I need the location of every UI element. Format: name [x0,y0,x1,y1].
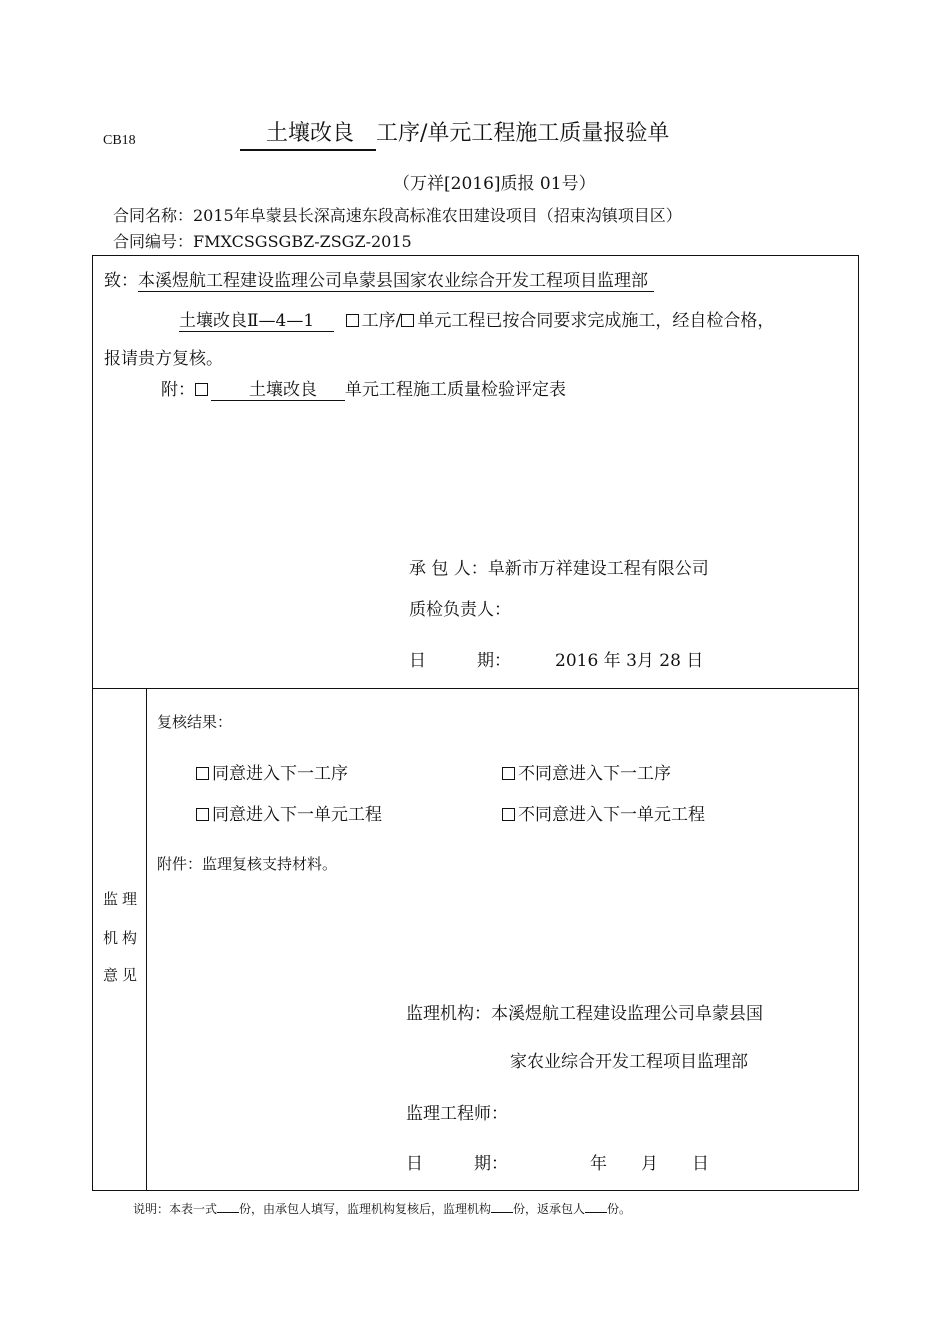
to-label: 致： [104,271,138,291]
note-part: 说明：本表一式 [133,1202,218,1216]
submission-line [179,306,774,332]
copies-blank [217,1212,239,1213]
title-rest: 工序/单元工程施工质量报验单 [376,121,670,146]
checkbox[interactable] [196,808,209,821]
side-label-2: 机构 [103,929,142,947]
contractor-line [409,554,709,579]
unit-label: 单元工程已按合同要求完成施工，经自检合格， [417,311,775,331]
contractor-value: 阜新市万祥建设工程有限公司 [487,559,709,579]
review-result-label: 复核结果： [157,713,233,731]
side-label-1: 监理 [103,890,142,908]
contractor-label: 承 包 人： [409,559,488,579]
upper-date-line [409,646,703,671]
checkbox[interactable] [502,808,515,821]
attach-label: 附： [161,380,195,400]
divider [93,688,858,689]
side-label-3: 意见 [103,966,142,984]
copies-blank [491,1212,513,1213]
option-agree-unit[interactable] [196,800,382,825]
supervision-org-line-2: 家农业综合开发工程项目监理部 [510,1052,748,1072]
checkbox[interactable] [502,767,515,780]
attach-rest: 单元工程施工质量检验评定表 [345,380,566,400]
note-part: 份，返承包人 [513,1202,586,1216]
request-line: 报请贵方复核。 [104,349,223,369]
document-number: （万祥[2016]质报 01号） [393,174,596,194]
process-checkbox[interactable] [346,314,359,327]
option-disagree-process[interactable] [502,759,671,784]
divider [146,688,147,1190]
date-label: 日 期： [409,651,511,671]
org-value: 本溪煜航工程建设监理公司阜蒙县国 [491,1004,763,1024]
contract-number: 合同编号：FMXCSGSGBZ-ZSGZ-2015 [113,232,412,251]
engineer-line: 监理工程师： [406,1104,508,1124]
footer-note [133,1200,631,1217]
note-part: 份。 [607,1202,632,1216]
form-table [92,255,859,1191]
supervision-org-line [406,999,763,1024]
option-agree-process[interactable] [196,759,348,784]
item-fill: 土壤改良Ⅱ—4—1 [179,306,334,332]
page-title [240,116,669,151]
attachment-note: 附件：监理复核支持材料。 [157,855,338,873]
option-label: 同意进入下一单元工程 [212,805,382,825]
org-label: 监理机构： [406,1004,491,1024]
attachment-line [161,375,566,401]
option-label: 不同意进入下一单元工程 [518,805,705,825]
addressee: 本溪煜航工程建设监理公司阜蒙县国家农业综合开发工程项目监理部 [138,266,654,292]
lower-date-line [406,1149,709,1174]
process-label: 工序/ [361,311,402,331]
title-fill: 土壤改良 [240,116,376,151]
contract-name: 合同名称：2015年阜蒙县长深高速东段高标准农田建设项目（招束沟镇项目区） [113,206,682,225]
option-disagree-unit[interactable] [502,800,705,825]
note-part: 份，由承包人填写，监理机构复核后，监理机构 [239,1202,492,1216]
form-code: CB18 [103,133,136,148]
checkbox[interactable] [196,767,209,780]
date-value: 年 月 日 [590,1154,709,1174]
date-value: 2016 年 3月 28 日 [555,651,704,671]
unit-checkbox[interactable] [401,314,414,327]
attachment-checkbox[interactable] [195,383,208,396]
date-label: 日 期： [406,1154,508,1174]
addressee-line [104,266,654,292]
qc-line: 质检负责人： [409,600,511,620]
option-label: 不同意进入下一工序 [518,764,671,784]
copies-blank [585,1212,607,1213]
attach-fill: 土壤改良 [211,375,345,401]
option-label: 同意进入下一工序 [212,764,348,784]
